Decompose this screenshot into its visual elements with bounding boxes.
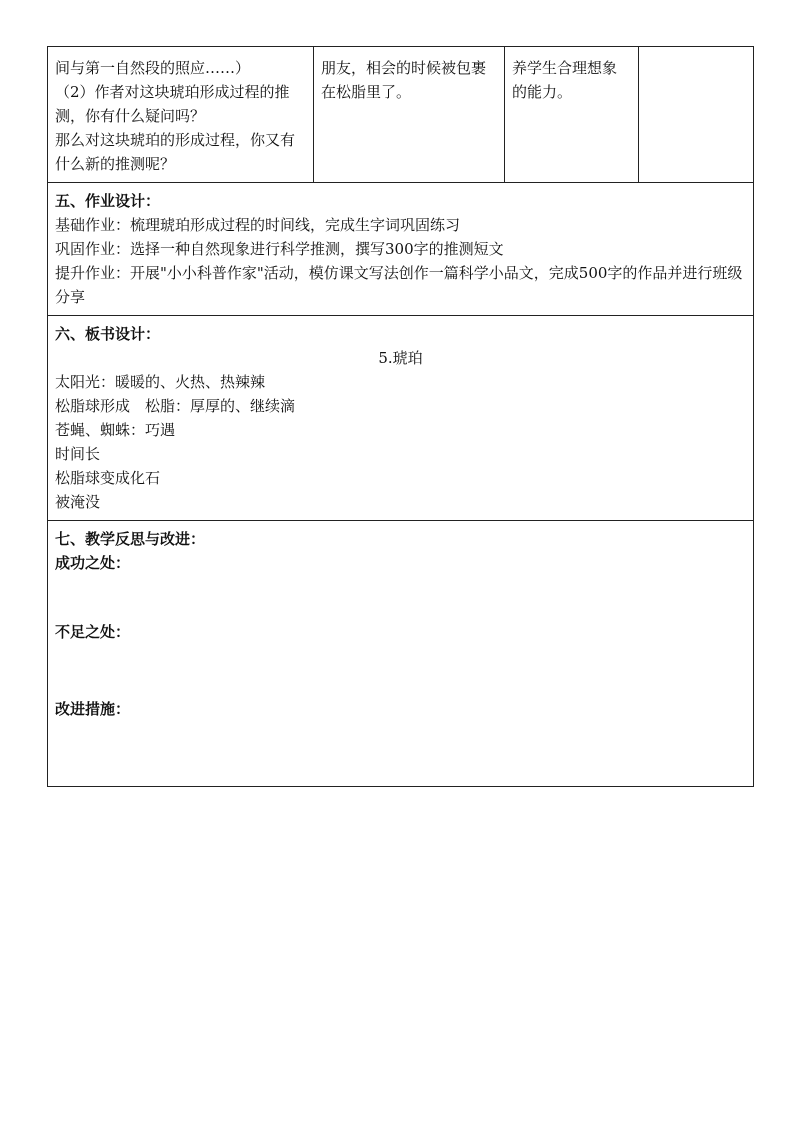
board-line: 被淹没 bbox=[55, 493, 101, 511]
homework-title: 五、作业设计： bbox=[55, 192, 161, 210]
reflection-improvement-label: 改进措施： bbox=[55, 700, 131, 718]
notes-cell bbox=[639, 47, 754, 183]
student-activity-text: 朋友，相会的时候被包裹在松脂里了。 bbox=[321, 59, 487, 101]
design-intent-text: 养学生合理想象的能力。 bbox=[512, 59, 618, 101]
homework-basic: 基础作业：梳理琥珀形成过程的时间线，完成生字词巩固练习 bbox=[55, 216, 461, 234]
reflection-shortcoming-label: 不足之处： bbox=[55, 623, 131, 641]
lesson-plan-document bbox=[47, 46, 753, 787]
lesson-plan-table bbox=[47, 46, 754, 787]
board-line: 时间长 bbox=[55, 445, 101, 463]
homework-cell bbox=[48, 183, 754, 316]
activity-row bbox=[48, 47, 754, 183]
board-line: 太阳光：暖暖的、火热、热辣辣 bbox=[55, 373, 266, 391]
reflection-success-label: 成功之处： bbox=[55, 554, 131, 572]
board-cell bbox=[48, 316, 754, 521]
board-line: 松脂球形成 松脂：厚厚的、继续滴 bbox=[55, 397, 296, 415]
board-line: 松脂球变成化石 bbox=[55, 469, 161, 487]
activity-question-2: 那么对这块琥珀的形成过程，你又有什么新的推测呢？ bbox=[55, 131, 296, 173]
activity-line: 间与第一自然段的照应……） bbox=[55, 59, 251, 77]
board-heading: 5.琥珀 bbox=[378, 349, 423, 367]
activity-content-cell bbox=[48, 47, 314, 183]
board-title: 六、板书设计： bbox=[55, 325, 161, 343]
homework-consolidate: 巩固作业：选择一种自然现象进行科学推测，撰写300字的推测短文 bbox=[55, 240, 504, 258]
reflection-cell bbox=[48, 521, 754, 787]
homework-section bbox=[48, 183, 754, 316]
student-activity-cell bbox=[314, 47, 505, 183]
reflection-section bbox=[48, 521, 754, 787]
activity-question-1: （2）作者对这块琥珀形成过程的推测，你有什么疑问吗？ bbox=[55, 83, 290, 125]
design-intent-cell bbox=[505, 47, 639, 183]
homework-advanced: 提升作业：开展"小小科普作家"活动，模仿课文写法创作一篇科学小品文，完成500字的作品并进行班级分享 bbox=[55, 264, 743, 306]
board-section bbox=[48, 316, 754, 521]
board-line: 苍蝇、蜘蛛：巧遇 bbox=[55, 421, 176, 439]
reflection-title: 七、教学反思与改进： bbox=[55, 530, 206, 548]
